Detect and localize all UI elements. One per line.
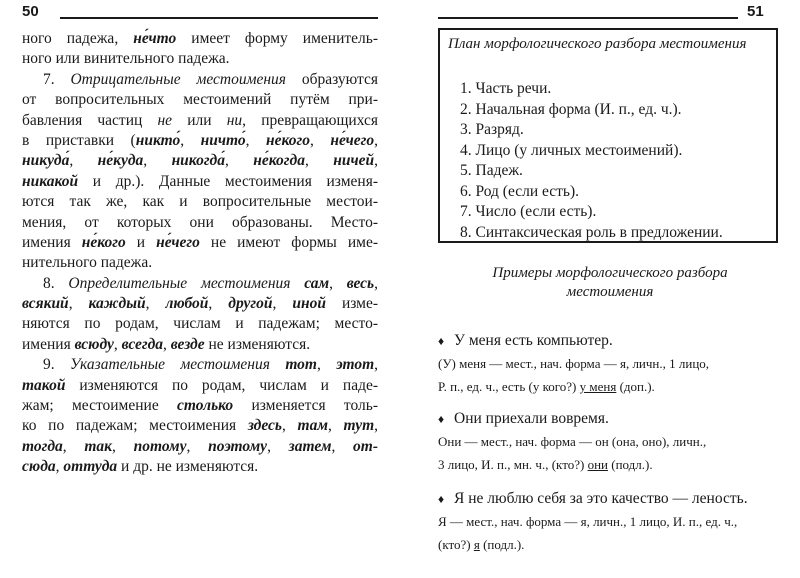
text-line (22, 70, 378, 90)
text-line (22, 274, 378, 294)
plan-item: 8. Синтаксическая роль в предложении. (460, 223, 723, 241)
text-run: всегда (121, 335, 164, 353)
text-run: изменяются по родам, числам и паде- (65, 376, 378, 394)
text-run: в приставки ( (22, 131, 136, 149)
text-run: , (143, 152, 172, 170)
example-sentence: Я не люблю себя за это качество — леность. (454, 490, 748, 507)
plan-item: 4. Лицо (у личных местоимений). (460, 141, 683, 159)
text-run: поэтому (208, 437, 268, 455)
text-line (22, 437, 378, 457)
text-run: нительного падежа. (22, 254, 153, 272)
text-run: Указательные местоимения (70, 356, 270, 374)
text-run: (подл.). (607, 457, 653, 472)
text-run: там (297, 417, 328, 435)
text-run: от- (353, 437, 379, 455)
text-run: везде (170, 335, 205, 353)
underlined-word: у меня (579, 379, 617, 394)
text-run: никогда́ (171, 152, 225, 170)
text-run: весь (346, 274, 375, 292)
text-run: , (208, 295, 229, 313)
text-run: от вопросительных местоимений путём при- (22, 91, 378, 109)
underlined-word: они (587, 457, 608, 472)
text-run: имения (22, 233, 82, 251)
analysis-line (438, 375, 788, 398)
text-run: изменяется толь- (233, 397, 378, 415)
text-run: иной (292, 295, 326, 313)
text-run: 8. (43, 274, 69, 292)
analysis-line (438, 430, 788, 453)
text-run: не́чего (156, 233, 200, 251)
text-run: , (113, 335, 122, 353)
text-run: не́кого (81, 233, 126, 251)
plan-title: План морфологического разбора местоимения (448, 36, 747, 52)
header-rule (60, 17, 378, 19)
text-run: , (186, 437, 209, 455)
header-rule (438, 17, 738, 19)
text-run: никуда́ (22, 152, 70, 170)
text-run: не́кого (266, 131, 310, 149)
text-run: , (267, 437, 289, 455)
text-run: (доп.). (616, 379, 655, 394)
text-run: каждый (88, 295, 146, 313)
text-run: , (69, 152, 98, 170)
bullet-icon: ♦ (438, 412, 445, 426)
text-run: , (374, 131, 379, 149)
text-run: ются так же, как и вопросительные местои- (22, 193, 378, 211)
text-run: , (329, 274, 347, 292)
plan-box (438, 28, 778, 243)
text-run: , (112, 437, 134, 455)
example-sentence: Они приехали вовремя. (454, 410, 609, 427)
example-2 (438, 408, 788, 476)
text-run: никто́ (135, 131, 181, 149)
text-run: не́что (133, 30, 177, 47)
text-run: потому (133, 437, 187, 455)
text-run: ничей (333, 152, 375, 170)
text-run: этот (336, 356, 375, 374)
text-line (22, 49, 378, 69)
text-run: тут (343, 417, 375, 435)
text-run: другой (228, 295, 273, 313)
text-run: изме- (325, 295, 378, 313)
text-run: , (309, 131, 331, 149)
text-run: не (157, 111, 173, 129)
text-line (22, 131, 378, 151)
examples-title-line: местоимения (566, 284, 654, 300)
text-run: любой (165, 295, 209, 313)
plan-item: 6. Род (если есть). (460, 182, 580, 200)
example-3 (438, 488, 788, 556)
text-run: так (84, 437, 113, 455)
page-number: 51 (747, 3, 764, 20)
text-run: , (68, 295, 89, 313)
text-run: , (224, 152, 254, 170)
text-run: , (304, 152, 334, 170)
text-run: 3 лицо, И. п., мн. ч., (кто?) (438, 457, 588, 472)
example-sentence: У меня есть компьютер. (454, 332, 613, 349)
text-run: , (180, 131, 201, 149)
text-line (22, 294, 378, 314)
text-run: , (374, 274, 379, 292)
text-run: , (163, 335, 171, 353)
text-line (22, 192, 378, 212)
plan-item: 7. Число (если есть). (460, 203, 597, 220)
text-run: или (172, 111, 227, 129)
example-1 (438, 330, 788, 398)
text-run: , (374, 417, 379, 435)
text-line (22, 253, 378, 273)
text-run: тогда (22, 437, 63, 455)
text-line (22, 416, 378, 436)
text-run: и др.). Данные местоимения изменя- (78, 172, 378, 190)
text-run: ни (226, 111, 243, 129)
plan-item: 2. Начальная форма (И. п., ед. ч.). (460, 100, 682, 118)
text-run: такой (22, 376, 66, 394)
text-run: , (374, 152, 378, 170)
text-run: тот (285, 356, 317, 374)
text-run: не имеют формы име- (199, 233, 379, 251)
body-text (22, 29, 378, 478)
text-run: Отрицательные местоимения (70, 70, 287, 88)
text-line (22, 151, 378, 171)
text-run: бавления частиц (22, 111, 158, 129)
plan-item: 1. Часть речи. (460, 80, 552, 97)
text-run: не́куда (97, 152, 144, 170)
text-line (22, 314, 378, 334)
analysis-line (438, 352, 788, 375)
example-analysis (438, 352, 788, 398)
text-run: , (374, 356, 379, 374)
text-run: всякий (22, 295, 69, 313)
text-line (22, 213, 378, 233)
text-line (22, 29, 378, 49)
text-run: не́когда (253, 152, 305, 170)
analysis-line (438, 510, 788, 533)
text-run: здесь (247, 417, 282, 435)
text-run: , (62, 437, 85, 455)
text-run: ного падежа, (22, 30, 134, 47)
text-run: , (245, 131, 266, 149)
text-line (22, 355, 378, 375)
text-run: всюду (74, 335, 114, 353)
text-line (22, 111, 378, 131)
bullet-icon: ♦ (438, 334, 445, 348)
example-analysis (438, 510, 788, 556)
text-line (22, 233, 378, 253)
text-run: , (55, 458, 64, 476)
text-run: , (317, 356, 337, 374)
text-line (22, 376, 378, 396)
analysis-line (438, 453, 788, 476)
text-run: (кто?) (438, 537, 474, 552)
plan-item: 5. Падеж. (460, 162, 523, 179)
bullet-icon: ♦ (438, 492, 445, 506)
text-run: Р. п., ед. ч., есть (у кого?) (438, 379, 580, 394)
text-run: сам (304, 274, 330, 292)
text-run: , (327, 417, 344, 435)
text-run: няются по родам, числам и падежам; место- (22, 315, 378, 333)
plan-item: 3. Разряд. (460, 121, 524, 138)
text-run: затем (288, 437, 332, 455)
text-run: сюда (22, 458, 56, 476)
text-run: мения, от которых они образованы. Место- (22, 213, 378, 231)
text-run: и др. не изменяются. (117, 458, 259, 476)
plan-list (460, 79, 723, 243)
text-run: столько (177, 397, 234, 415)
text-run: не изменяются. (204, 335, 311, 353)
examples-title (440, 264, 780, 302)
right-page (400, 0, 800, 578)
text-line (22, 457, 378, 477)
text-run: ного или винительного падежа. (22, 50, 230, 68)
text-run: (У) меня — мест., нач. форма — я, личн., 1 лицо, (438, 356, 710, 371)
text-run: жам; местоимение (22, 397, 178, 415)
text-run: (подл.). (479, 537, 525, 552)
text-line (22, 172, 378, 192)
text-run: ко по падежам; местоимения (22, 417, 248, 435)
text-run: имеет форму именитель- (176, 30, 379, 47)
text-run: 7. (43, 70, 71, 88)
text-run: Определительные местоимения (68, 274, 291, 292)
text-run: никакой (22, 172, 79, 190)
page-number: 50 (22, 3, 39, 20)
text-line (22, 90, 378, 110)
text-run: ничто́ (200, 131, 246, 149)
text-run: , (282, 417, 298, 435)
example-analysis (438, 430, 788, 476)
text-run (270, 356, 285, 373)
text-run: Они — мест., нач. форма — он (она, оно), личн., (438, 434, 707, 449)
text-run: , (331, 437, 354, 455)
analysis-line (438, 533, 788, 556)
text-run: оттуда (63, 458, 118, 476)
text-run: не́чего (330, 131, 375, 149)
underlined-word: я (473, 537, 480, 552)
text-run: имения (22, 335, 75, 353)
text-run: , (145, 295, 166, 313)
text-run (291, 275, 305, 292)
text-run: , (272, 295, 293, 313)
text-run: 9. (43, 356, 70, 374)
text-run: Я — мест., нач. форма — я, личн., 1 лицо, И. п., ед. ч., (438, 514, 738, 529)
text-line (22, 396, 378, 416)
text-run: и (125, 233, 157, 251)
text-run: образуются (286, 70, 379, 88)
examples-title-line: Примеры морфологического разбора (492, 265, 728, 281)
text-line (22, 335, 378, 355)
text-run: , превращающихся (242, 111, 379, 129)
